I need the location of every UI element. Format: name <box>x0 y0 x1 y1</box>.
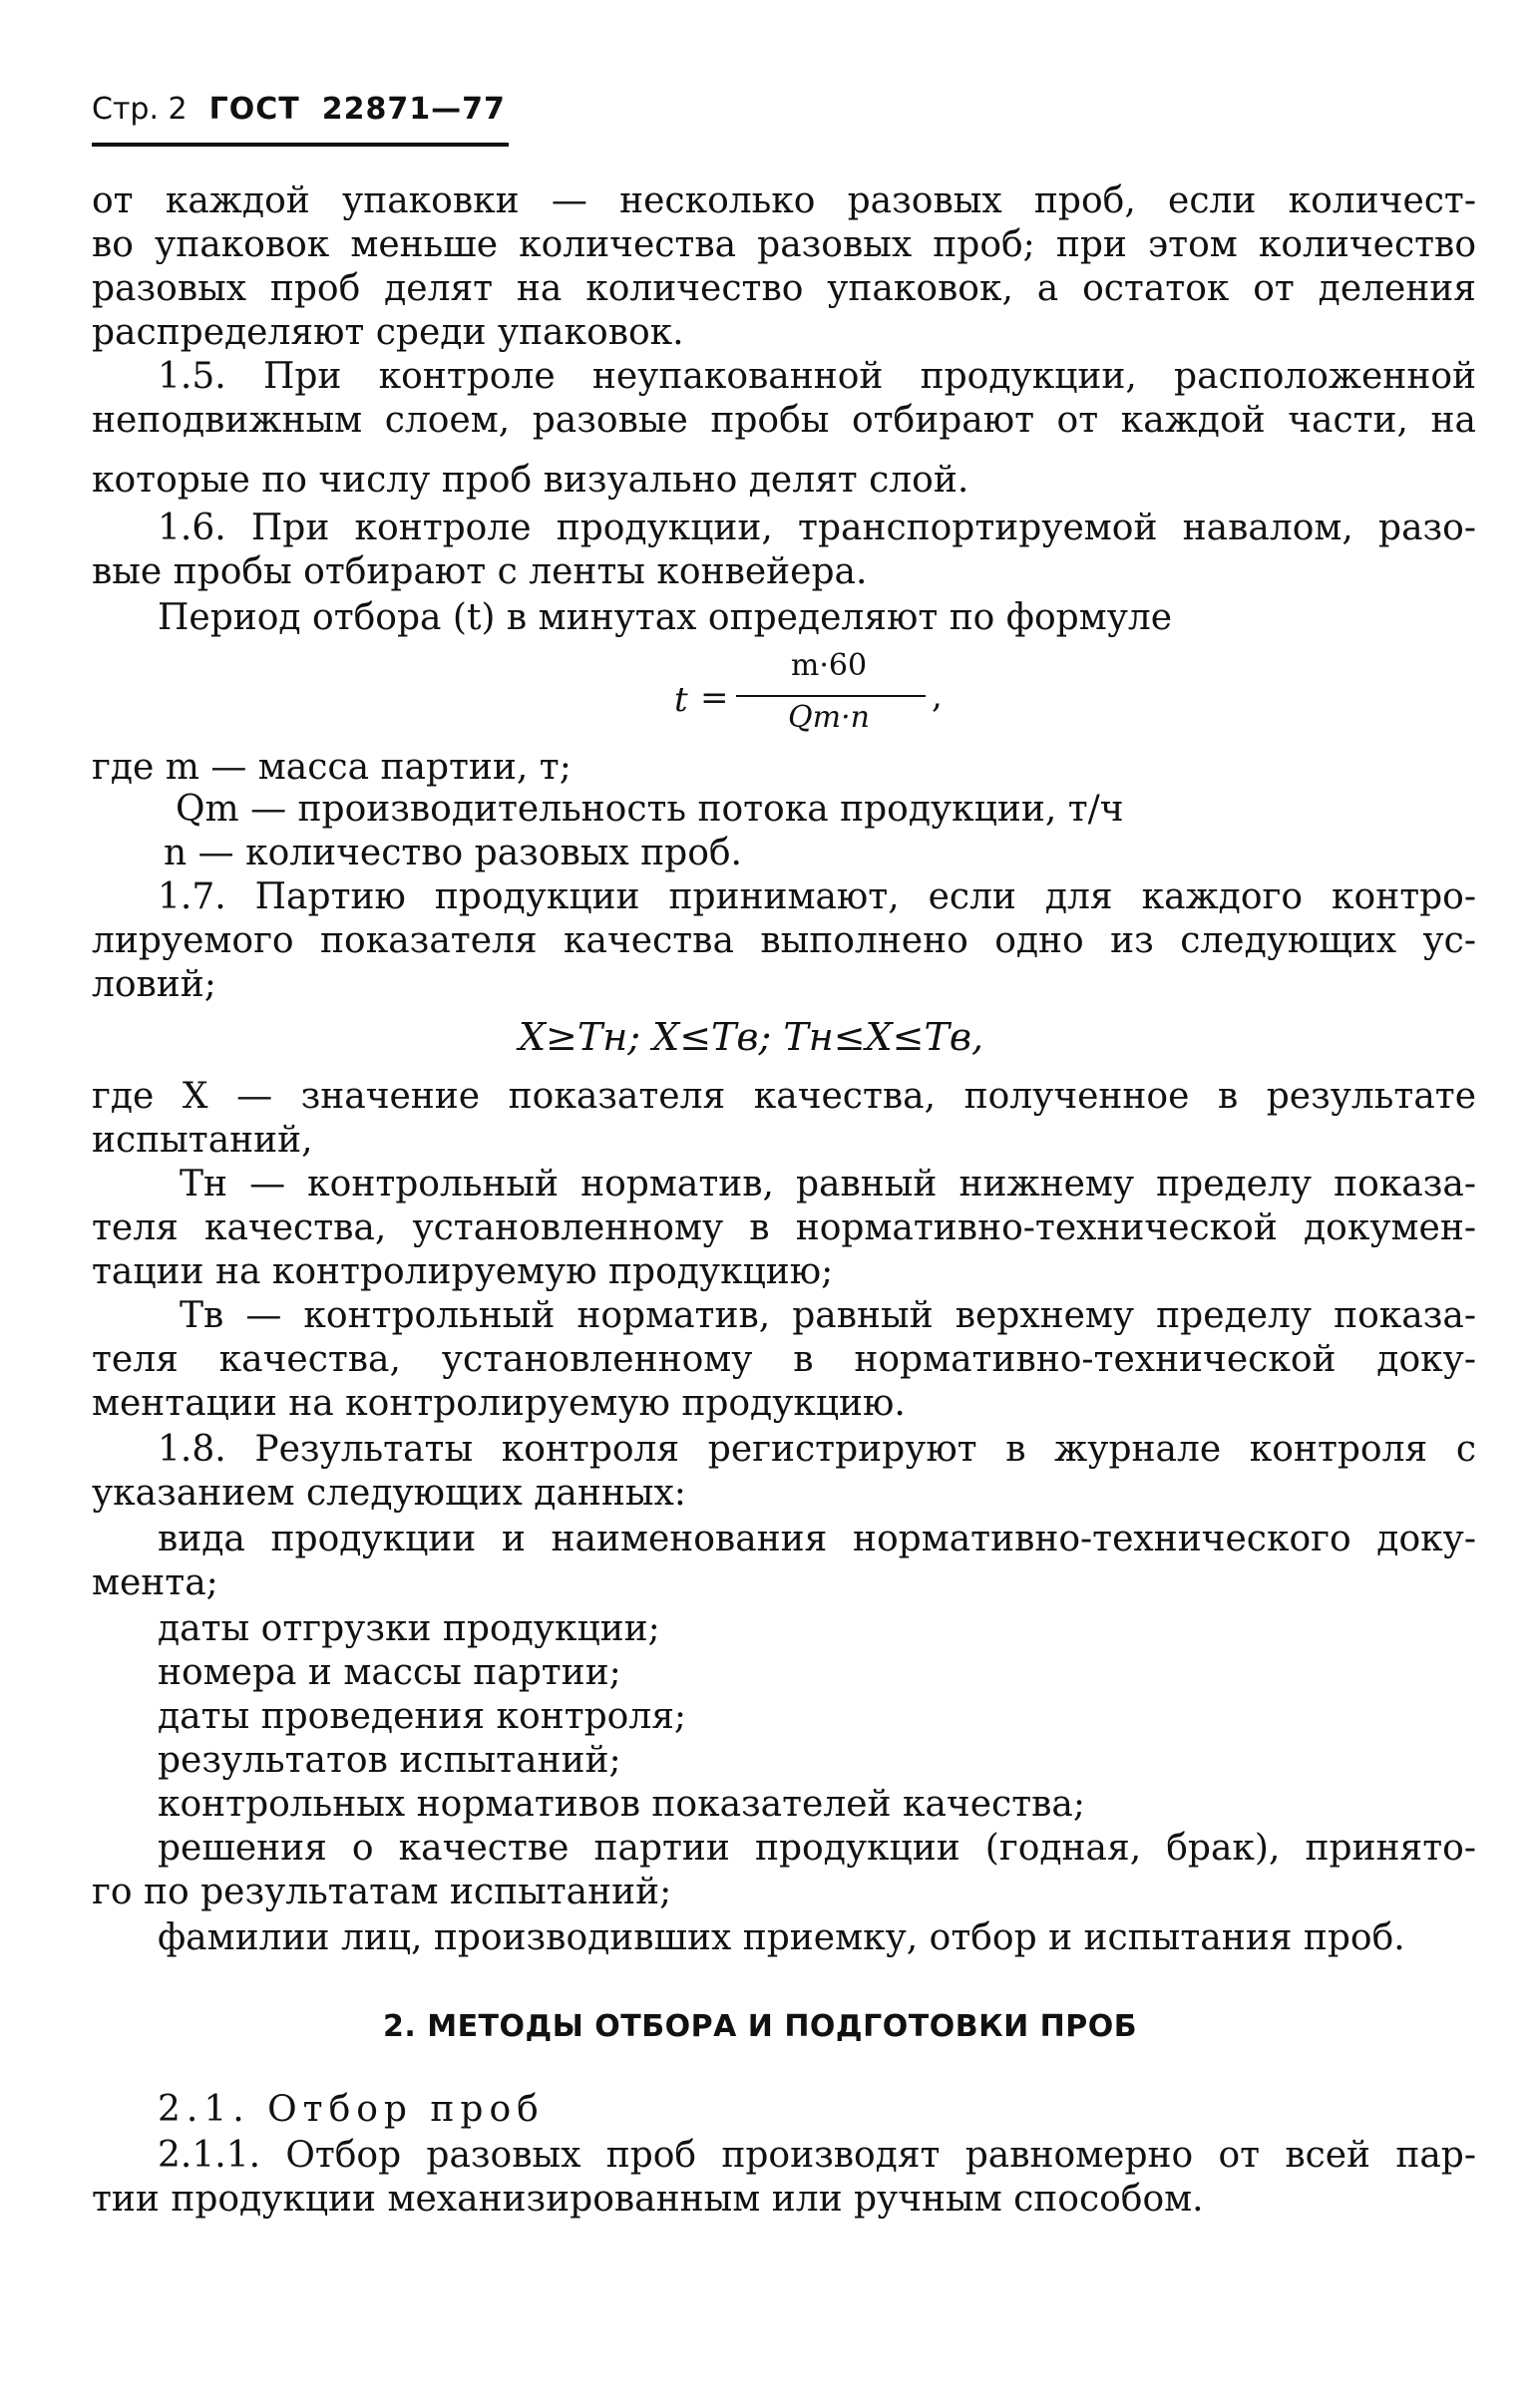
formula-numerator: m·60 <box>790 648 868 683</box>
text-line: которые по числу проб визуально делят слой. <box>92 460 969 501</box>
text-line: распределяют среди упаковок. <box>92 312 684 353</box>
list-item: решения о качестве партии продукции (годная, брак), принято- <box>158 1828 1476 1869</box>
header-rule <box>92 143 509 147</box>
tn-definition: Tн — контрольный норматив, равный нижнему пределу показа- <box>180 1164 1476 1204</box>
text-line: во упаковок меньше количества разовых проб; при этом количество <box>92 224 1476 265</box>
text-line: ловий; <box>92 964 216 1005</box>
period-line: Период отбора (t) в минутах определяют по формуле <box>158 597 1173 638</box>
acceptance-conditions: X≥Tн; X≤Tв; Tн≤X≤Tв, <box>519 1015 984 1059</box>
formula-comma: , <box>932 676 943 716</box>
formula-equals: = <box>700 678 729 718</box>
text-line: разовых проб делят на количество упаковок, а остаток от деления <box>92 268 1476 309</box>
list-item: го по результатам испытаний; <box>92 1872 672 1912</box>
list-item: мента; <box>92 1562 218 1603</box>
section-2-title: 2. МЕТОДЫ ОТБОРА И ПОДГОТОВКИ ПРОБ <box>383 2009 1138 2044</box>
text-line: испытаний, <box>92 1120 313 1161</box>
list-item: номера и массы партии; <box>158 1652 621 1693</box>
where-line: n — количество разовых проб. <box>164 833 742 873</box>
fraction-bar <box>736 695 926 697</box>
clause-1-8: 1.8. Результаты контроля регистрируют в журнале контроля с <box>158 1429 1476 1470</box>
text-line: неподвижным слоем, разовые пробы отбирают от каждой части, на <box>92 400 1476 441</box>
tv-definition: Tв — контрольный норматив, равный верхнему пределу показа- <box>180 1295 1476 1336</box>
text-line: вые пробы отбирают с ленты конвейера. <box>92 551 868 592</box>
clause-2-1-1: 2.1.1. Отбор разовых проб производят равномерно от всей пар- <box>158 2135 1476 2176</box>
text-line: тии продукции механизированным или ручным способом. <box>92 2179 1204 2220</box>
list-item: фамилии лиц, производивших приемку, отбор и испытания проб. <box>158 1917 1405 1958</box>
where-line: Qm — производительность потока продукции, т/ч <box>176 789 1124 830</box>
page-header <box>92 92 506 127</box>
standard-number: 22871—77 <box>321 92 506 127</box>
list-item: вида продукции и наименования нормативно-технического доку- <box>158 1519 1476 1559</box>
text-line: лируемого показателя качества выполнено одно из следующих ус- <box>92 920 1476 961</box>
text-line: теля качества, установленному в нормативно-технической докумен- <box>92 1207 1476 1248</box>
text-line: теля качества, установленному в нормативно-технической доку- <box>92 1339 1476 1380</box>
period-formula <box>674 648 954 758</box>
list-item: контрольных нормативов показателей качества; <box>158 1784 1085 1825</box>
text-line: от каждой упаковки — несколько разовых проб, если количест- <box>92 180 1476 221</box>
formula-lhs: t <box>674 680 688 720</box>
formula-denominator: Qm·n <box>788 700 870 735</box>
standard-label: ГОСТ <box>208 92 300 127</box>
text-line: указанием следующих данных: <box>92 1473 686 1514</box>
page-number: Стр. 2 <box>92 92 188 127</box>
list-item: результатов испытаний; <box>158 1740 621 1781</box>
clause-1-7: 1.7. Партию продукции принимают, если для каждого контро- <box>158 876 1476 917</box>
text-line: ментации на контролируемую продукцию. <box>92 1383 906 1424</box>
clause-1-5: 1.5. При контроле неупакованной продукции, расположенной <box>158 356 1476 397</box>
list-item: даты отгрузки продукции; <box>158 1608 660 1649</box>
subsection-2-1: 2.1. Отбор проб <box>158 2089 545 2130</box>
clause-1-6: 1.6. При контроле продукции, транспортируемой навалом, разо- <box>158 508 1476 548</box>
text-line: где X — значение показателя качества, полученное в результате <box>92 1076 1476 1117</box>
text-line: тации на контролируемую продукцию; <box>92 1251 834 1292</box>
list-item: даты проведения контроля; <box>158 1696 687 1737</box>
where-line: где m — масса партии, т; <box>92 747 572 788</box>
